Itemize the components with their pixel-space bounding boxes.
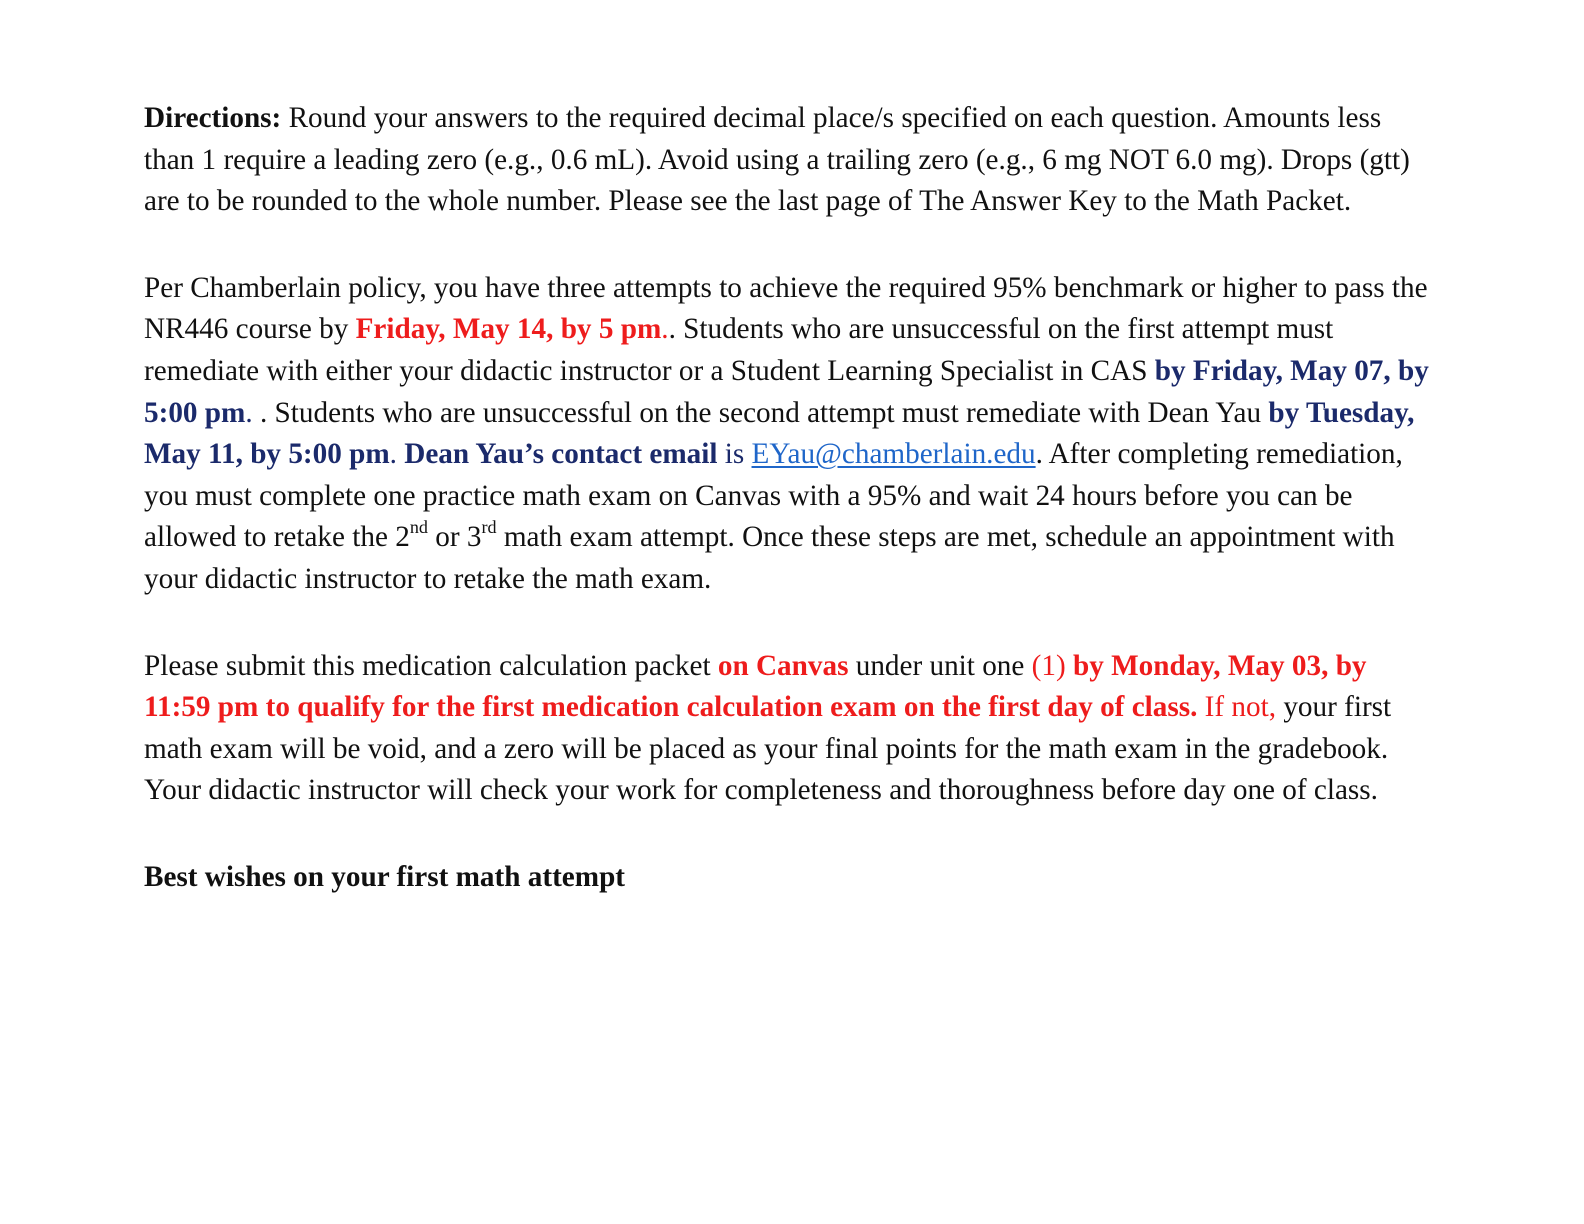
- policy-text: .: [661, 313, 669, 346]
- if-not-text: If not,: [1197, 691, 1277, 724]
- document-body: [144, 98, 1434, 899]
- contact-email-label: Dean Yau’s contact email: [404, 438, 718, 471]
- policy-text: .: [245, 396, 260, 429]
- policy-text: . Students who are unsuccessful on the first attempt must remediate with either your didactic instructor or a Student Learning Specialist in CAS: [144, 313, 1334, 387]
- policy-text: math exam attempt. Once these steps are met, schedule an appointment with your didactic instructor to retake the math exam.: [144, 521, 1395, 595]
- on-canvas-emphasis: on Canvas: [717, 649, 849, 682]
- first-remediation-deadline: by Friday, May 07, by 5:00 pm: [144, 354, 1429, 429]
- submission-text: your first math exam will be void, and a zero will be placed as your final points for the math exam in the gradebook. Your didactic instructor will check your work for completeness and thoroughness before day one of class.: [144, 691, 1392, 807]
- second-remediation-deadline: by Tuesday, May 11, by 5:00 pm: [144, 396, 1415, 471]
- final-deadline: Friday, May 14, by 5 pm: [355, 313, 662, 346]
- submission-text: [1066, 650, 1073, 682]
- directions-text: Round your answers to the required decimal place/s specified on each question. Amounts less than 1 require a leading zero (e.g., 0.6 mL). Avoid using a trailing zero (e.g., 6 mg NOT 6.0 mg). Drops (gtt) are to be rounded to the whole number. Please see the last page of The Answer Key to the Math Packet.: [144, 102, 1410, 218]
- policy-text: . Students who are unsuccessful on the second attempt must remediate with Dean Yau: [259, 396, 1269, 429]
- directions-paragraph: [144, 98, 1434, 223]
- superscript-rd: rd: [481, 516, 497, 537]
- directions-label: Directions:: [144, 102, 282, 134]
- policy-text: or 3: [427, 521, 482, 554]
- submission-text: under unit one: [848, 649, 1032, 682]
- policy-text: is: [717, 438, 752, 471]
- submission-deadline: by Monday, May 03, by 11:59 pm to qualify for the first medication calculation exam on the first day of class.: [144, 649, 1367, 724]
- submission-paragraph: [144, 646, 1434, 812]
- policy-text: . After completing remediation, you must complete one practice math exam on Canvas with a 95% and wait 24 hours before you can be allowed to retake the 2: [144, 438, 1403, 554]
- policy-paragraph: [144, 268, 1434, 601]
- superscript-nd: nd: [409, 516, 428, 537]
- policy-text: Per Chamberlain policy, you have three attempts to achieve the required 95% benchmark or higher to pass the NR446 course by: [144, 271, 1428, 346]
- policy-text: .: [389, 438, 405, 471]
- email-link[interactable]: EYau@chamberlain.edu: [751, 438, 1036, 471]
- unit-number: (1): [1031, 649, 1066, 682]
- closing-line: Best wishes on your first math attempt: [144, 860, 626, 893]
- submission-text: Please submit this medication calculation packet: [144, 649, 718, 682]
